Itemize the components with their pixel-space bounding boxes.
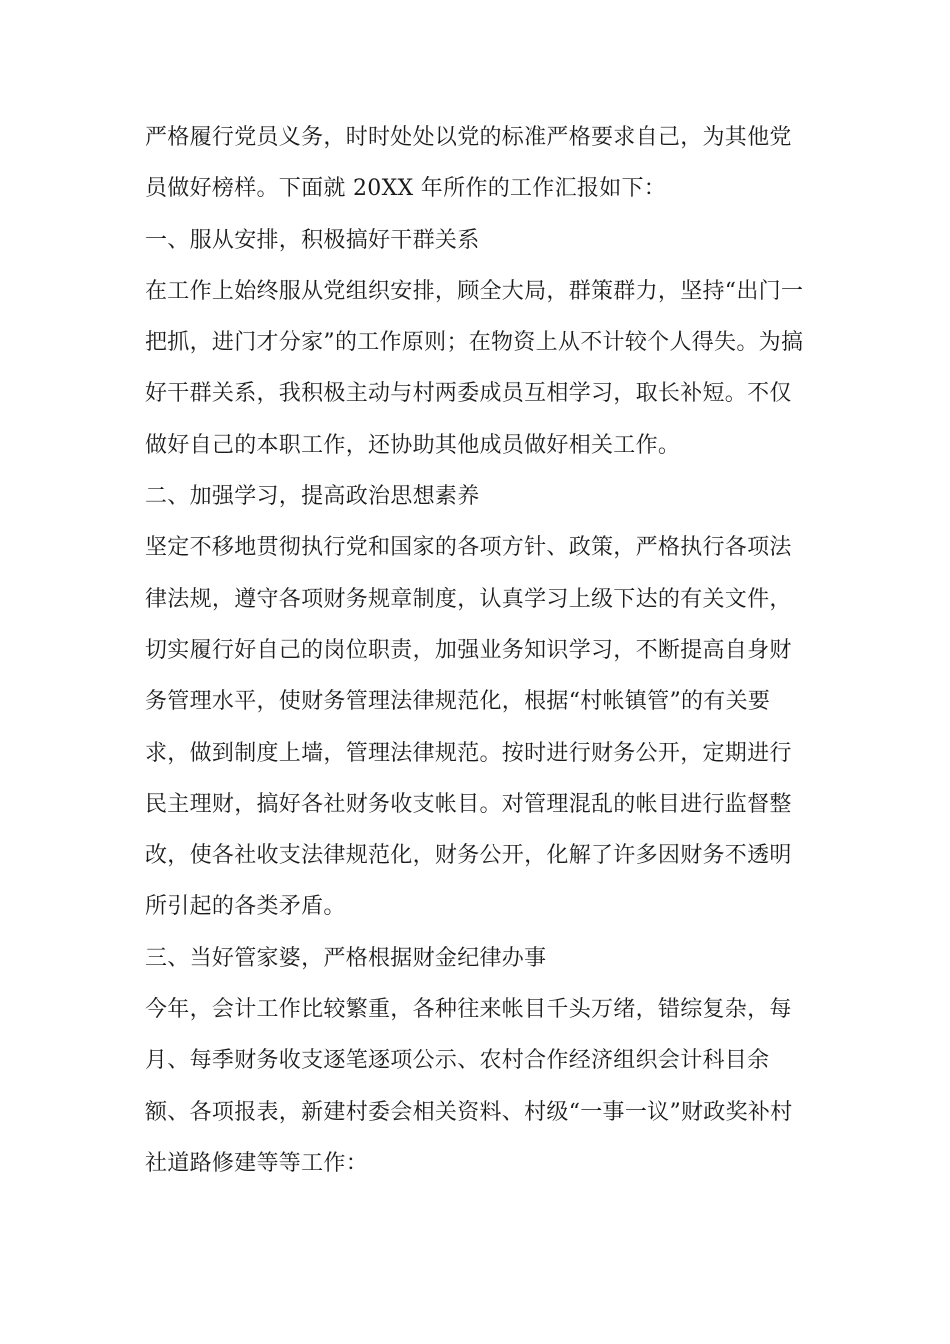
paragraph-line: 所引起的各类矛盾。 <box>145 894 346 920</box>
section-heading: 三、当好管家婆，严格根据财金纪律办事 <box>145 945 547 971</box>
paragraph-line: 月、每季财务收支逐笔逐项公示、农村合作经济组织会计科目余 <box>145 1048 770 1074</box>
paragraph-line: 把抓，进门才分家”的工作原则；在物资上从不计较个人得失。为搞 <box>145 330 804 356</box>
paragraph-line: 做好自己的本职工作，还协助其他成员做好相关工作。 <box>145 432 681 458</box>
paragraph-line: 求，做到制度上墙，管理法律规范。按时进行财务公开，定期进行 <box>145 740 792 766</box>
paragraph-line: 民主理财，搞好各社财务收支帐目。对管理混乱的帐目进行监督整 <box>145 791 792 817</box>
paragraph-line: 额、各项报表，新建村委会相关资料、村级“一事一议”财政奖补村 <box>145 1099 793 1125</box>
paragraph-line: 今年，会计工作比较繁重，各种往来帐目千头万绪，错综复杂，每 <box>145 997 792 1023</box>
section-heading: 二、加强学习，提高政治思想素养 <box>145 484 480 510</box>
paragraph-line: 严格履行党员义务，时时处处以党的标准严格要求自己，为其他党 <box>145 125 792 150</box>
paragraph-line: 坚定不移地贯彻执行党和国家的各项方针、政策，严格执行各项法 <box>145 535 792 561</box>
paragraph-line: 员做好榜样。下面就 20XX 年所作的工作汇报如下： <box>145 176 667 202</box>
paragraph-line: 切实履行好自己的岗位职责，加强业务知识学习，不断提高自身财 <box>145 637 792 663</box>
paragraph-line: 务管理水平，使财务管理法律规范化，根据“村帐镇管”的有关要 <box>145 689 771 715</box>
paragraph-line: 改，使各社收支法律规范化，财务公开，化解了许多因财务不透明 <box>145 843 792 869</box>
paragraph-line: 社道路修建等等工作： <box>145 1150 369 1176</box>
paragraph-line: 律法规，遵守各项财务规章制度，认真学习上级下达的有关文件， <box>145 586 792 612</box>
document-body <box>145 112 815 1189</box>
paragraph-line: 好干群关系，我积极主动与村两委成员互相学习，取长补短。不仅 <box>145 381 792 407</box>
section-heading: 一、服从安排，积极搞好干群关系 <box>145 227 480 253</box>
paragraph-line: 在工作上始终服从党组织安排，顾全大局，群策群力，坚持“出门一 <box>145 278 804 304</box>
